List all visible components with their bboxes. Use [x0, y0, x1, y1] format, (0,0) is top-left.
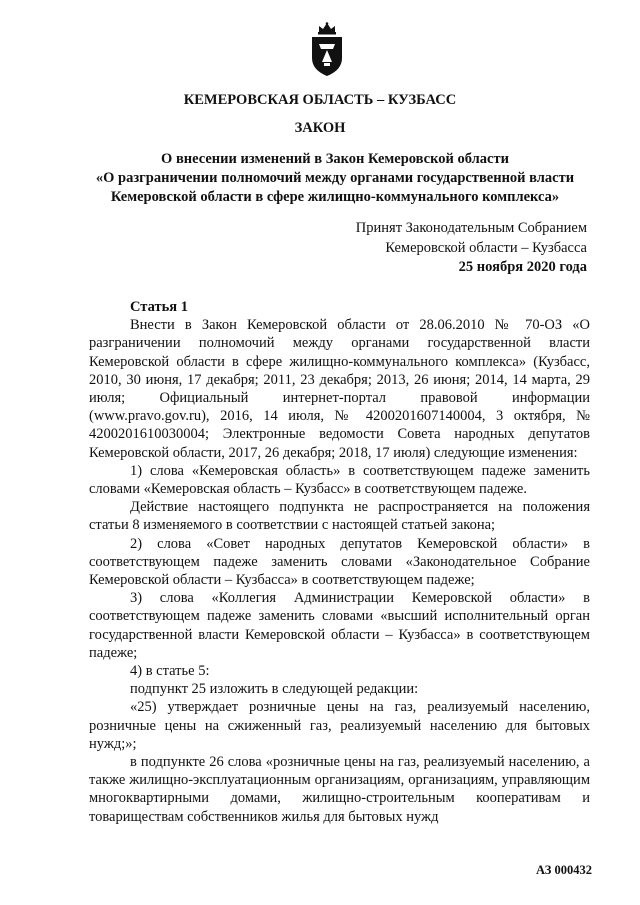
paragraph: подпункт 25 изложить в следующей редакции:	[130, 681, 419, 698]
paragraph: 1) слова «Кемеровская область» в соответствующем падеже заменить словами «Кемеровская область – Кузбасс» в соответствующем падеже.	[89, 462, 590, 498]
paragraph: 4) в статье 5:	[130, 663, 210, 680]
adoption-line-1: Принят Законодательным Собранием	[355, 220, 587, 236]
document-stamp-number: АЗ 000432	[536, 863, 592, 877]
paragraph: Внести в Закон Кемеровской области от 28.06.2010 № 70-ОЗ «О разграничении полномочий между органами государственной власти Кемеровской области в сфере жилищно-коммунального комплекса» (Кузбасс, 2010, 30 июня, 17 декабря; 2011, 23 декабря; 2013, 26 июня; 2014, 14 марта, 29 июля; Официальный интернет-портал правовой информации (www.pravo.gov.ru), 2016, 14 июля, № 4200201607140004, 3 октября, № 4200201610030004; Электронные ведомости Совета народных депутатов Кемеровской области, 2017, 26 декабря; 2018, 17 июля) следующие изменения:	[89, 317, 590, 461]
paragraph: 2) слова «Совет народных депутатов Кемеровской области» в соответствующем падеже заменить словами «Законодательное Собрание Кемеровской области – Кузбасса» в соответствующем падеже;	[89, 535, 590, 589]
law-heading	[80, 150, 590, 207]
coat-of-arms-icon	[307, 22, 347, 78]
article-body	[89, 298, 590, 826]
document-type: ЗАКОН	[294, 120, 346, 136]
law-heading-line-3: Кемеровской области в сфере жилищно-коммунального комплекса»	[110, 189, 560, 205]
adoption-info	[356, 219, 587, 278]
paragraph: в подпункте 26 слова «розничные цены на газ, реализуемый населению, а также жилищно-эксплуатационным организациям, организациям, управляющим многоквартирными домами, жилищно-строительным кооперативам и товариществам собственников жилья для бытовых нужд	[89, 754, 590, 825]
paragraph: 3) слова «Коллегия Администрации Кемеровской области» в соответствующем падеже заменить словами «высший исполнительный орган государственной власти Кемеровской области – Кузбасса» в соответствующем падеже;	[89, 590, 590, 661]
law-heading-line-2: «О разграничении полномочий между органами государственной власти	[95, 170, 575, 186]
law-heading-line-1: О внесении изменений в Закон Кемеровской области	[161, 151, 509, 167]
paragraph: «25) утверждает розничные цены на газ, реализуемый населению, розничные цены на сжиженный газ, реализуемый населению для бытовых нужд;»;	[89, 699, 590, 752]
region-title: КЕМЕРОВСКАЯ ОБЛАСТЬ – КУЗБАСС	[183, 92, 457, 108]
adoption-line-2: Кемеровской области – Кузбасса	[385, 239, 587, 256]
paragraph: Действие настоящего подпункта не распространяется на положения статьи 8 изменяемого в соответствии с настоящей статьей закона;	[89, 499, 590, 534]
article-heading: Статья 1	[130, 299, 188, 315]
adoption-date: 25 ноября 2020 года	[458, 259, 587, 275]
